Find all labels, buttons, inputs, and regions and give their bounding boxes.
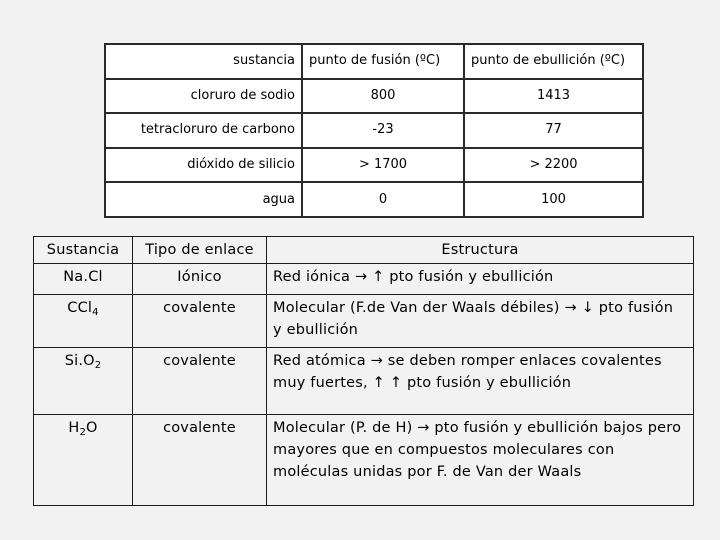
table-cell: cloruro de sodio: [105, 79, 302, 114]
formula-cell: [34, 415, 133, 506]
formula-subscript: 2: [79, 427, 87, 438]
table-cell: -23: [302, 113, 464, 148]
table-row: [34, 295, 694, 348]
table-row: [34, 348, 694, 415]
formula-text-tail: O: [86, 420, 98, 436]
header-cell-tipo-enlace: Tipo de enlace: [133, 237, 267, 264]
table-row: [105, 182, 643, 217]
formula-subscript: 4: [92, 307, 99, 318]
table-cell: tetracloruro de carbono: [105, 113, 302, 148]
table-cell: 0: [302, 182, 464, 217]
formula-cell: [34, 295, 133, 348]
melting-boiling-points-table: [104, 43, 644, 218]
table-cell: > 2200: [464, 148, 643, 183]
formula-text: H: [68, 420, 80, 436]
structure-cell: Molecular (P. de H) → pto fusión y ebullición bajos pero mayores que en compuestos moleculares con moléculas unidas por F. de Van der Waals: [267, 415, 694, 506]
formula-subscript: 2: [94, 360, 102, 371]
table-cell: dióxido de silicio: [105, 148, 302, 183]
table-header-row: [34, 237, 694, 264]
structure-cell: Red atómica → se deben romper enlaces covalentes muy fuertes, ↑ ↑ pto fusión y ebullición: [267, 348, 694, 415]
table-row: [105, 79, 643, 114]
formula-cell: [34, 264, 133, 295]
header-cell-punto-fusion: punto de fusión (ºC): [302, 44, 464, 79]
structure-cell: Molecular (F.de Van der Waals débiles) → ↓ pto fusión y ebullición: [267, 295, 694, 348]
table-row: [105, 113, 643, 148]
table-cell: 1413: [464, 79, 643, 114]
table-cell: 800: [302, 79, 464, 114]
table-header-row: [105, 44, 643, 79]
table-cell: 100: [464, 182, 643, 217]
table-cell: 77: [464, 113, 643, 148]
formula-text: Na.Cl: [63, 269, 103, 285]
header-cell-estructura: Estructura: [267, 237, 694, 264]
bond-type-cell: covalente: [133, 348, 267, 415]
table-row: [34, 415, 694, 506]
bond-type-cell: covalente: [133, 295, 267, 348]
bond-type-structure-table: [33, 236, 694, 506]
formula-text: Si.O: [64, 353, 95, 369]
header-cell-sustancia: Sustancia: [34, 237, 133, 264]
formula-text: CCl: [67, 300, 93, 316]
formula-cell: [34, 348, 133, 415]
table-row: [105, 148, 643, 183]
bond-type-cell: Iónico: [133, 264, 267, 295]
table-cell: agua: [105, 182, 302, 217]
table-row: [34, 264, 694, 295]
table-cell: > 1700: [302, 148, 464, 183]
header-cell-punto-ebullicion: punto de ebullición (ºC): [464, 44, 643, 79]
structure-cell: Red iónica → ↑ pto fusión y ebullición: [267, 264, 694, 295]
header-cell-sustancia: sustancia: [105, 44, 302, 79]
bond-type-cell: covalente: [133, 415, 267, 506]
